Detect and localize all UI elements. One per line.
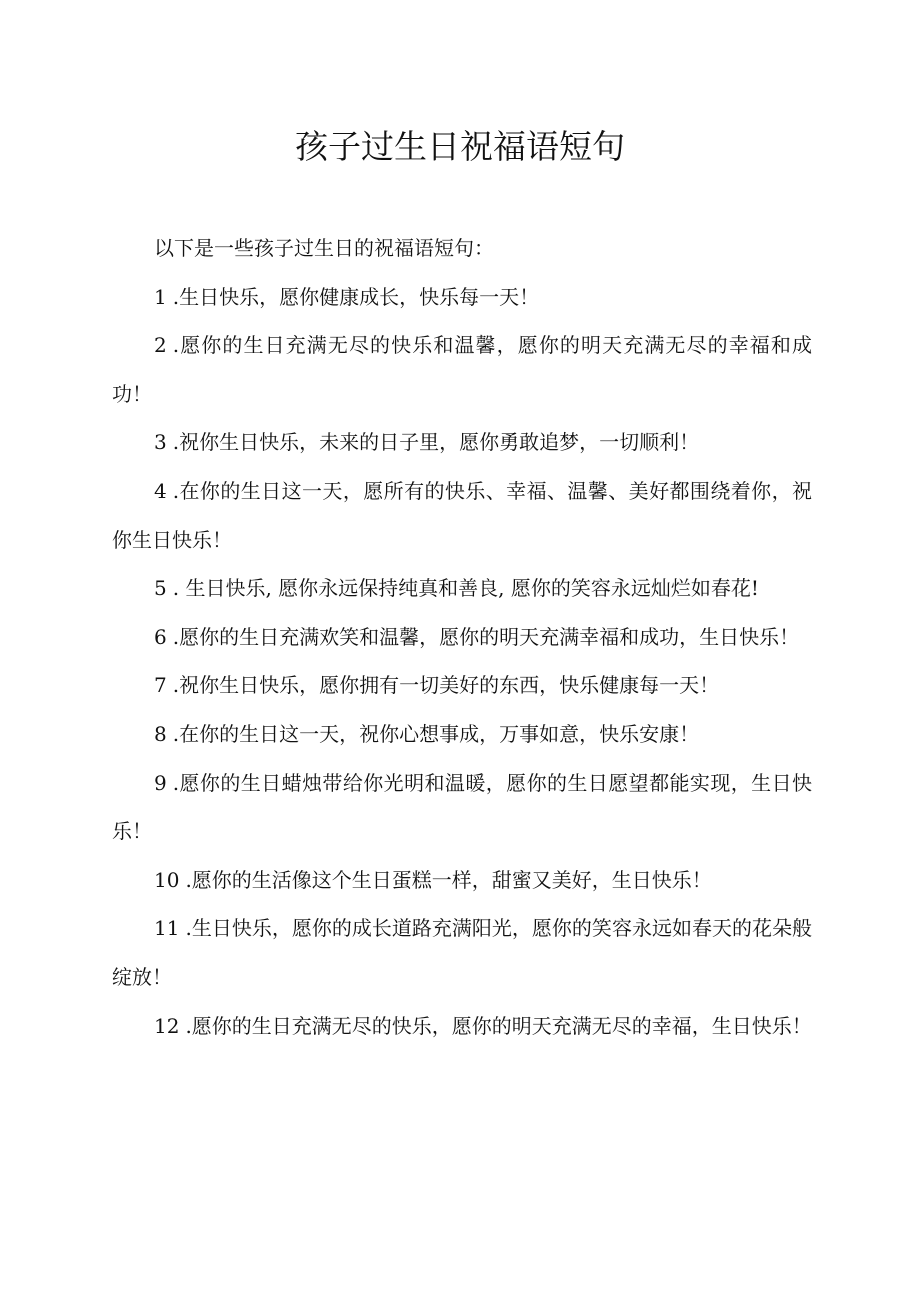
list-item	[112, 564, 812, 613]
item-text: .生日快乐，愿你健康成长，快乐每一天！	[172, 284, 540, 309]
item-text: .在你的生日这一天，愿所有的快乐、幸福、温馨、美好都围绕着你，祝你生日快乐！	[112, 478, 812, 552]
item-text: .愿你的生日充满欢笑和温馨，愿你的明天充满幸福和成功，生日快乐！	[172, 624, 800, 649]
item-text: . 生日快乐, 愿你永远保持纯真和善良, 愿你的笑容永远灿烂如春花!	[172, 576, 759, 601]
item-number: 8	[154, 721, 167, 746]
item-number: 5	[154, 576, 167, 601]
item-text: .祝你生日快乐，愿你拥有一切美好的东西，快乐健康每一天！	[172, 673, 720, 698]
item-text: .愿你的生日蜡烛带给你光明和温暖，愿你的生日愿望都能实现，生日快乐！	[112, 770, 812, 844]
document-body	[112, 224, 812, 1050]
document-title: 孩子过生日祝福语短句	[295, 127, 625, 166]
list-item	[112, 467, 812, 564]
item-number: 12	[154, 1013, 180, 1038]
list-item	[112, 1002, 812, 1051]
item-number: 9	[154, 770, 167, 795]
list-item	[112, 661, 812, 710]
item-number: 7	[154, 673, 167, 698]
list-item	[112, 321, 812, 418]
item-text: .祝你生日快乐，未来的日子里，愿你勇敢追梦，一切顺利！	[172, 430, 700, 455]
item-number: 3	[154, 430, 167, 455]
item-text: .愿你的生日充满无尽的快乐，愿你的明天充满无尽的幸福，生日快乐！	[185, 1013, 812, 1038]
intro-paragraph: 以下是一些孩子过生日的祝福语短句：	[154, 236, 494, 260]
list-item	[112, 759, 812, 856]
list-item	[112, 904, 812, 1001]
list-item	[112, 710, 812, 759]
item-text: .在你的生日这一天，祝你心想事成，万事如意，快乐安康！	[172, 721, 700, 746]
list-item	[112, 418, 812, 467]
item-number: 6	[154, 624, 167, 649]
item-text: .愿你的生活像这个生日蛋糕一样，甜蜜又美好，生日快乐！	[185, 867, 712, 892]
item-number: 1	[154, 284, 167, 309]
list-item	[112, 273, 812, 322]
item-number: 11	[154, 916, 180, 941]
item-number: 10	[154, 867, 180, 892]
list-item	[112, 613, 812, 662]
list-item	[112, 856, 812, 905]
item-number: 4	[154, 478, 167, 503]
item-text: .愿你的生日充满无尽的快乐和温馨，愿你的明天充满无尽的幸福和成功！	[112, 333, 812, 406]
item-text: .生日快乐，愿你的成长道路充满阳光，愿你的笑容永远如春天的花朵般绽放！	[112, 916, 812, 989]
item-number: 2	[154, 333, 167, 358]
